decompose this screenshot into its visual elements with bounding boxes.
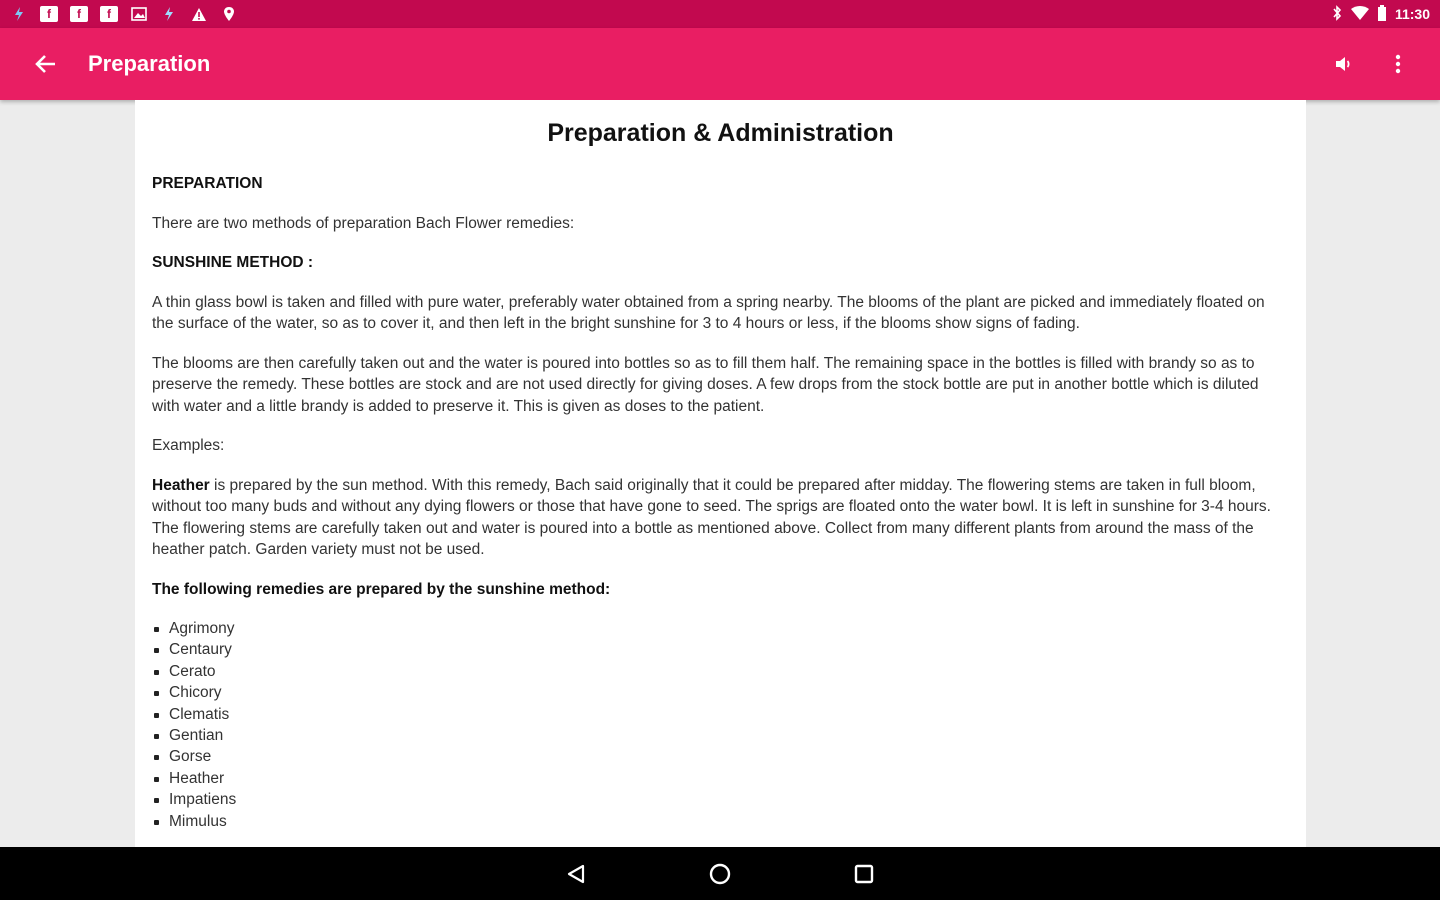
heading-preparation: PREPARATION (152, 175, 263, 192)
heading-sunshine-method: SUNSHINE METHOD : (152, 254, 314, 271)
list-item: Impatiens (152, 789, 1289, 810)
heather-description: is prepared by the sun method. With this remedy, Bach said originally that it could be prepared after midday. The flowering stems are taken in full bloom, without too many buds and without any dying flowers or those that have gone to seed. The sprigs are floated onto the water bowl. It is left in sunshine for 3-4 hours. The flowering stems are carefully taken out and water is poured into a bottle as mentioned above. Collect from many different plants from around the mass of the heather patch. Garden variety must not be used. (152, 476, 1271, 558)
notification-icons (10, 6, 238, 22)
app-bar-actions (1328, 48, 1414, 80)
clock: 11:30 (1394, 6, 1430, 22)
speak-button[interactable] (1328, 48, 1360, 80)
list-item: Gentian (152, 725, 1289, 746)
intro-paragraph: There are two methods of preparation Bach Flower remedies: (152, 214, 575, 232)
paragraph-heather (152, 475, 1289, 561)
facebook-icon: f (40, 6, 58, 22)
bluetooth-icon (1331, 5, 1343, 24)
list-item: Agrimony (152, 618, 1289, 639)
battery-icon (1377, 5, 1387, 24)
examples-label: Examples: (152, 437, 225, 454)
nav-recents-button[interactable] (844, 854, 884, 894)
list-item: Heather (152, 768, 1289, 789)
overflow-menu-button[interactable] (1382, 48, 1414, 80)
list-item: Clematis (152, 704, 1289, 725)
more-vert-icon (1395, 54, 1401, 74)
paragraph-blooms: The blooms are then carefully taken out and the water is poured into bottles so as to fill them half. The remaining space in the bottles is filled with brandy so as to preserve the remedy. These bottles are stock and are not used directly for giving doses. A few drops from the stock bottle are put in another bottle which is diluted with water and a little brandy is added to preserve it. This is given as doses to the patient. (152, 354, 1259, 415)
wifi-icon (1351, 6, 1369, 23)
nav-home-button[interactable] (700, 854, 740, 894)
list-item: Centaury (152, 639, 1289, 660)
list-item: Chicory (152, 682, 1289, 703)
list-item: Gorse (152, 746, 1289, 767)
sync-icon (160, 6, 178, 22)
nav-back-button[interactable] (556, 854, 596, 894)
document-content[interactable] (135, 100, 1306, 847)
list-item: Mimulus (152, 811, 1289, 832)
back-button[interactable] (28, 46, 64, 82)
list-item: Cerato (152, 661, 1289, 682)
status-bar (0, 0, 1440, 28)
image-icon (130, 6, 148, 22)
document-title: Preparation & Administration (547, 119, 894, 147)
volume-icon (1334, 55, 1354, 73)
warning-icon (190, 6, 208, 22)
remedies-list (152, 618, 1289, 832)
remedies-list-heading: The following remedies are prepared by the sunshine method: (152, 580, 611, 598)
circle-home-icon (708, 862, 732, 886)
triangle-back-icon (565, 863, 587, 885)
heather-term: Heather (152, 476, 210, 494)
facebook-icon: f (100, 6, 118, 22)
paragraph-bowl: A thin glass bowl is taken and filled with pure water, preferably water obtained from a spring nearby. The blooms of the plant are picked and immediately floated on the surface of the water, so as to cover it, and then left in the bright sunshine for 3 to 4 hours or less, if the blooms show signs of fading. (152, 293, 1265, 332)
app-bar-title: Preparation (88, 51, 211, 76)
facebook-icon: f (70, 6, 88, 22)
app-bar (0, 28, 1440, 100)
navigation-bar (0, 847, 1440, 900)
square-recents-icon (853, 863, 875, 885)
arrow-back-icon (35, 53, 57, 75)
sync-icon (10, 6, 28, 22)
location-icon (220, 6, 238, 22)
system-status (1331, 5, 1430, 24)
